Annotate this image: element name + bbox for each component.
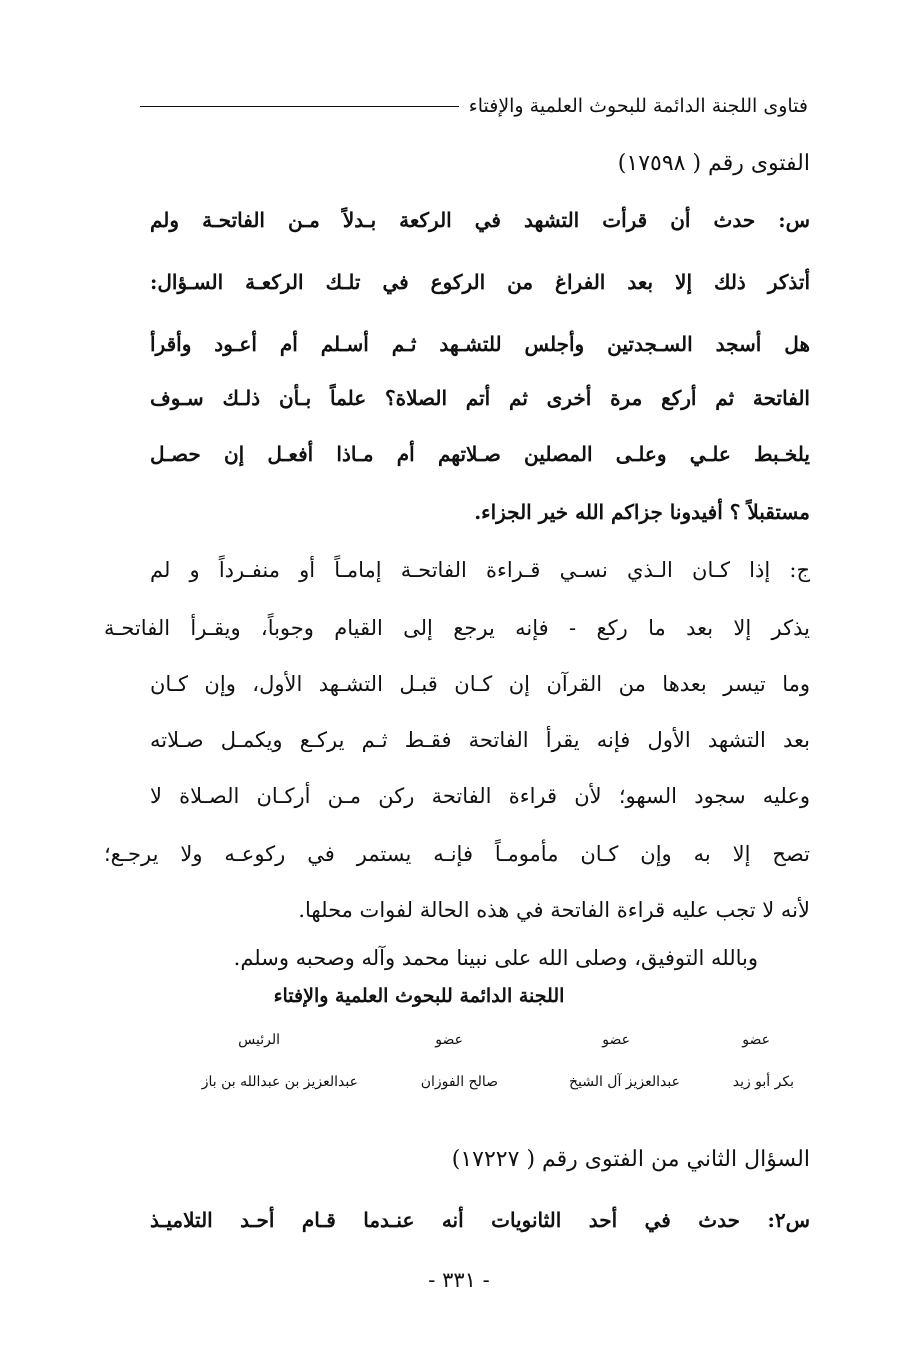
answer-line: لأنه لا تجب عليه قراءة الفاتحة في هذه الحالة لفوات محلها.	[298, 898, 810, 922]
running-header	[140, 88, 808, 124]
closing-line: وبالله التوفيق، وصلى الله على نبينا محمد وآله وصحبه وسلم.	[233, 946, 758, 970]
question-line: يلخـبط علـي وعلـى المصلين صـلاتهم أم مـاذا أفعـل إن حصـل	[150, 442, 810, 466]
question-line: هل أسجد السـجدتين وأجلس للتشـهد ثـم أسـلم أم أعـود وأقرأ	[150, 332, 810, 356]
member-role: عضو	[742, 1032, 770, 1048]
fatwa-number: الفتوى رقم ( ١٧٥٩٨)	[617, 151, 810, 176]
second-question-heading: السؤال الثاني من الفتوى رقم ( ١٧٢٢٧)	[451, 1147, 810, 1172]
president-name: عبدالعزيز بن عبدالله بن باز	[201, 1074, 358, 1090]
member-name: صالح الفوزان	[420, 1074, 498, 1090]
answer-line: يذكر إلا بعد ما ركع - فإنه يرجع إلى القيام وجوباً، ويقـرأ الفاتحـة	[104, 616, 810, 640]
answer-line: وما تيسر بعدها من القرآن إن كـان قبـل التشـهد الأول، وإن كـان	[150, 672, 810, 696]
president-role: الرئيس	[238, 1032, 280, 1048]
second-question-line: س٢: حدث في أحد الثانويات أنه عنـدما قـام أحـد التلاميـذ	[150, 1208, 810, 1232]
member-role: عضو	[602, 1032, 630, 1048]
answer-line: بعد التشهد الأول فإنه يقرأ الفاتحة فقـط ثـم يركـع ويكمـل صـلاته	[150, 728, 810, 752]
page-number: - ٣٣١ -	[428, 1268, 490, 1292]
answer-line: وعليه سجود السهو؛ لأن قراءة الفاتحة ركن مـن أركـان الصـلاة لا	[150, 784, 810, 808]
answer-line: ج: إذا كـان الـذي نسـي قـراءة الفاتحـة إمامـاً أو منفـرداً و لم	[150, 558, 810, 582]
running-header-title: فتاوى اللجنة الدائمة للبحوث العلمية والإفتاء	[468, 95, 808, 117]
member-name: عبدالعزيز آل الشيخ	[568, 1074, 680, 1090]
member-role: عضو	[435, 1032, 463, 1048]
question-line: س: حدث أن قرأت التشهد في الركعة بـدلاً مـن الفاتحـة ولم	[150, 208, 810, 232]
answer-line: تصح إلا به وإن كـان مأمومـاً فإنـه يستمر في ركوعـه ولا يرجـع؛	[104, 842, 810, 866]
committee-title: اللجنة الدائمة للبحوث العلمية والإفتاء	[273, 985, 565, 1007]
member-name: بكر أبو زيد	[732, 1074, 794, 1090]
question-line: مستقبلاً ؟ أفيدونا جزاكم الله خير الجزاء.	[474, 500, 810, 524]
question-line: الفاتحة ثم أركع مرة أخرى ثم أتم الصلاة؟ علماً بـأن ذلـك سـوف	[150, 386, 810, 410]
header-rule	[140, 106, 459, 107]
question-line: أتذكر ذلك إلا بعد الفراغ من الركوع في تلـك الركعـة السـؤال:	[150, 270, 810, 294]
